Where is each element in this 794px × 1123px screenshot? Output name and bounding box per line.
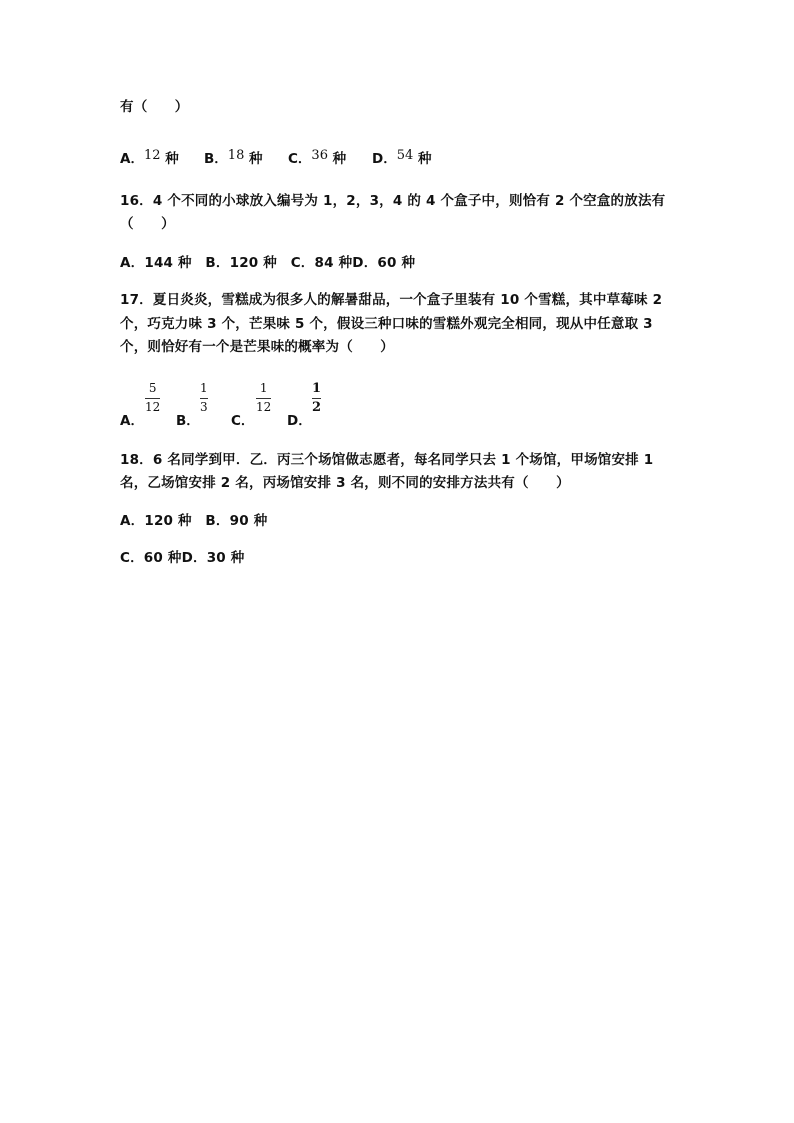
q17-option-d-denominator: 2	[312, 400, 322, 415]
q15-option-a-label: A．	[120, 151, 144, 167]
q16-stem-line2: （ ）	[120, 216, 175, 232]
q15-option-d-value: 54	[396, 148, 414, 163]
q15-option-b	[204, 147, 263, 167]
q15-option-b-label: B．	[204, 151, 228, 167]
q15-option-c-label: C．	[288, 151, 312, 167]
q15-option-c	[288, 147, 346, 167]
q18-stem-line1: 18．6 名同学到甲．乙．丙三个场馆做志愿者，每名同学只去 1 个场馆，甲场馆安排 1	[120, 452, 654, 468]
q15-option-d-label: D．	[372, 151, 397, 167]
q15-option-c-value: 36	[311, 148, 328, 163]
q17-stem-line3: 个，则恰好有一个是芒果味的概率为（ ）	[120, 339, 394, 355]
q17-option-d-label: D．	[287, 413, 312, 429]
q15-stem-tail: 有（ ）	[120, 99, 189, 115]
q17-option-c-numerator: 1	[259, 381, 268, 395]
q16-stem-line1: 16．4 个不同的小球放入编号为 1，2，3，4 的 4 个盒子中，则恰有 2 个空盒的放法有	[120, 193, 666, 209]
q15-option-a-unit: 种	[165, 151, 179, 167]
fraction-bar	[200, 398, 208, 399]
q15-option-b-unit: 种	[249, 151, 263, 167]
q15-option-d	[372, 147, 431, 167]
q17-option-b-denominator: 3	[200, 400, 208, 414]
q18-options-row2: C．60 种D．30 种	[120, 550, 245, 566]
q17-option-a-fraction	[145, 382, 160, 414]
fraction-bar	[312, 398, 321, 399]
q17-option-c-denominator: 12	[256, 400, 272, 414]
q15-option-c-unit: 种	[332, 151, 347, 167]
q17-stem-line1: 17．夏日炎炎，雪糕成为很多人的解暑甜品，一个盒子里装有 10 个雪糕，其中草莓味 2	[120, 292, 663, 308]
q18-stem-line2: 名，乙场馆安排 2 名，丙场馆安排 3 名，则不同的安排方法共有（ ）	[120, 475, 570, 491]
q17-option-a-numerator: 5	[148, 381, 157, 395]
q16-options: A．144 种 B．120 种 C．84 种D．60 种	[120, 255, 416, 271]
q17-option-d-numerator: 1	[312, 381, 322, 396]
q17-option-a-label: A．	[120, 413, 144, 429]
q17-option-b-numerator: 1	[200, 381, 208, 395]
q15-option-d-unit: 种	[417, 151, 432, 167]
q17-option-a-denominator: 12	[145, 400, 161, 414]
q17-option-b-fraction	[200, 382, 208, 414]
q17-stem-line2: 个，巧克力味 3 个，芒果味 5 个，假设三种口味的雪糕外观完全相同，现从中任意取 3	[120, 316, 653, 332]
q15-option-a-value: 12	[143, 148, 161, 163]
q17-option-c-fraction	[256, 382, 271, 414]
q15-option-b-value: 18	[227, 148, 245, 163]
q17-option-b-label: B．	[176, 413, 200, 429]
q18-options-row1: A．120 种 B．90 种	[120, 513, 268, 529]
q17-option-d-fraction	[312, 382, 321, 414]
fraction-bar	[256, 398, 271, 399]
q17-option-c-label: C．	[231, 413, 255, 429]
fraction-bar	[145, 398, 160, 399]
q15-option-a	[120, 147, 179, 167]
